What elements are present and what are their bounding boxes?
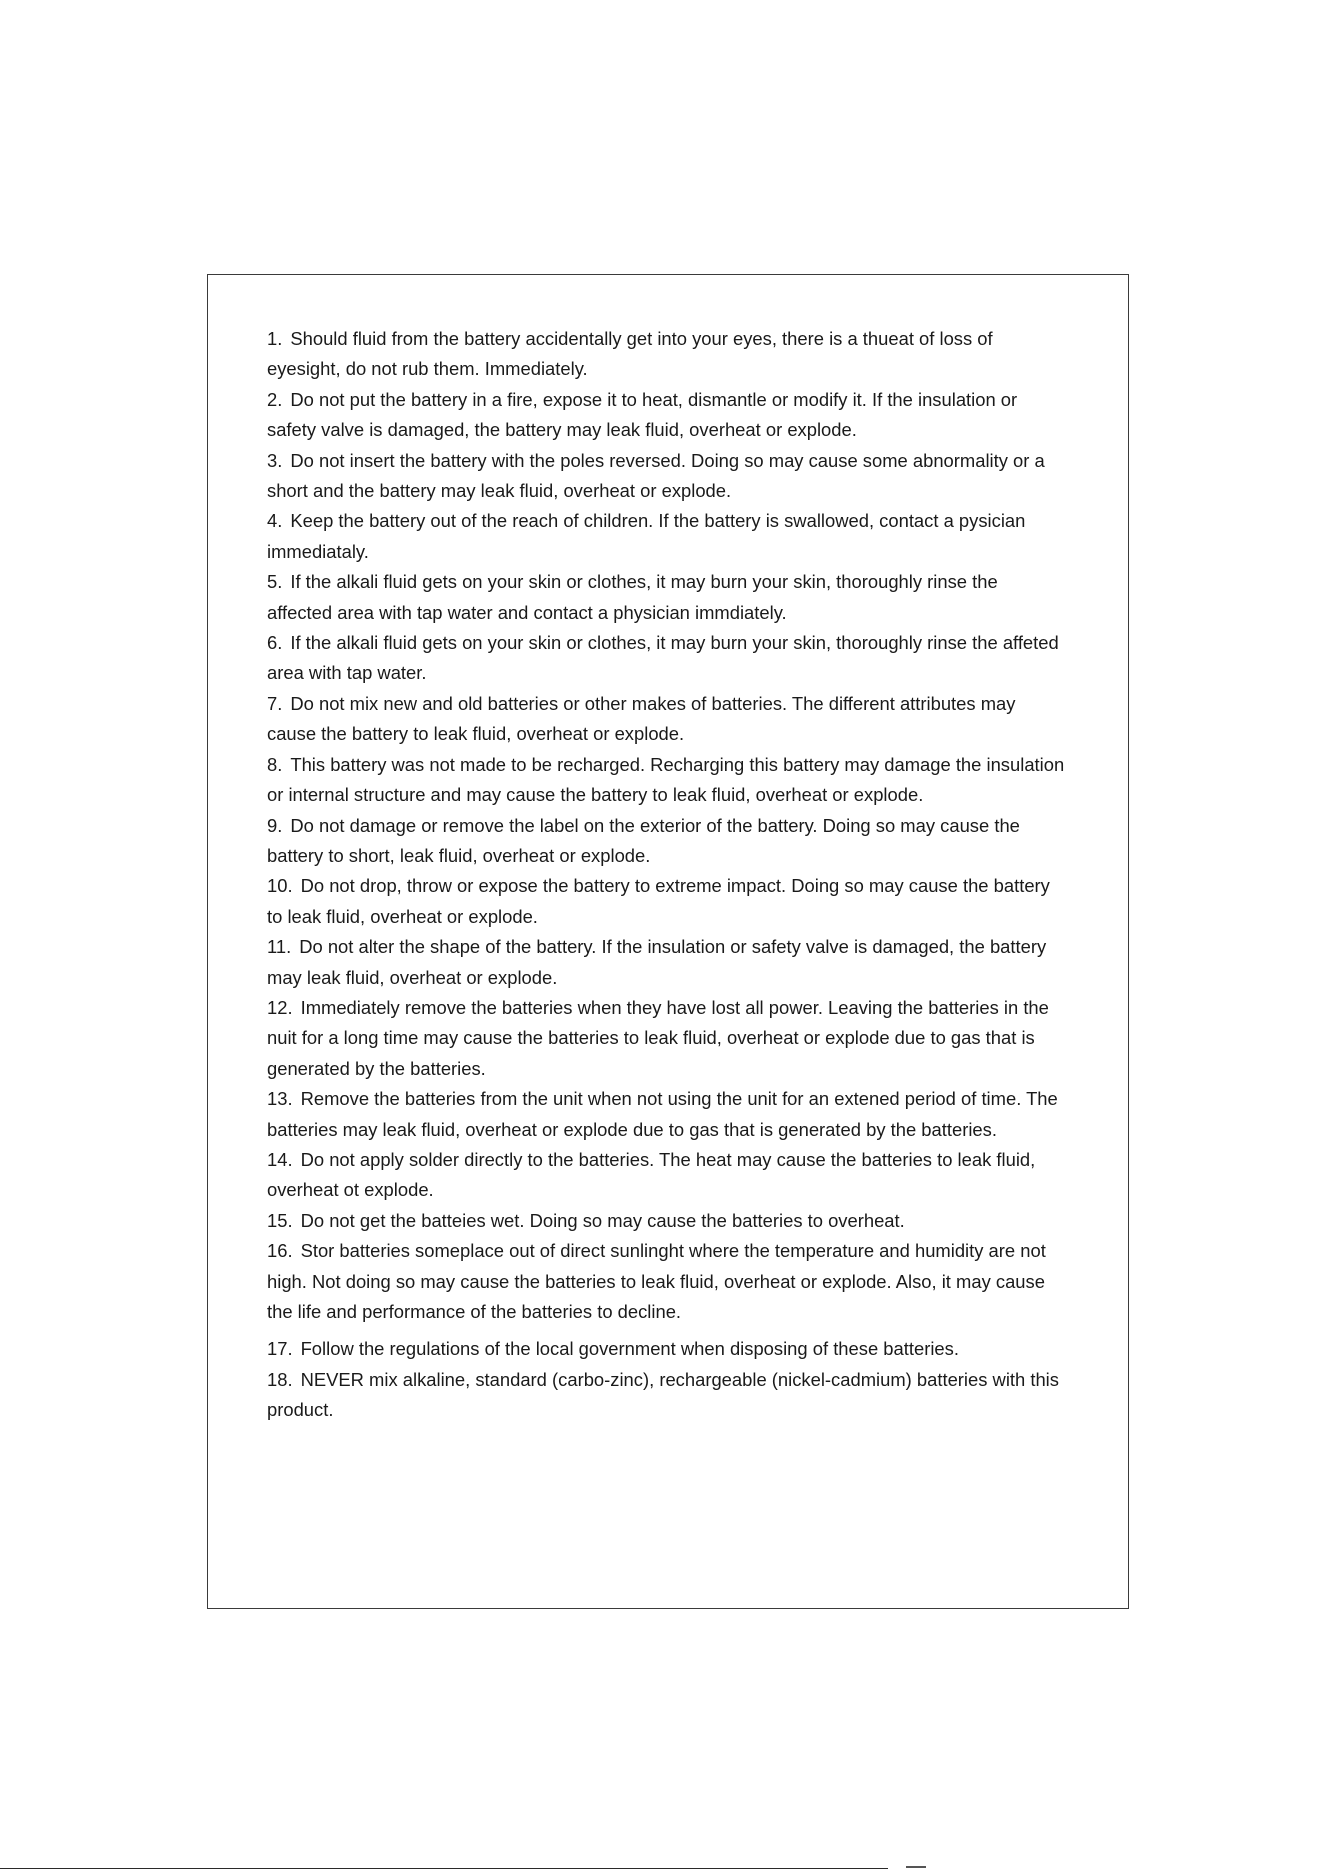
item-number: 18. xyxy=(267,1368,293,1390)
item-number: 5. xyxy=(267,571,283,593)
item-text: This battery was not made to be recharged. Recharging this battery may damage the insulation or internal structure and may cause the battery to leak fluid, overheat or explode. xyxy=(267,753,1065,806)
item-text: If the alkali fluid gets on your skin or clothes, it may burn your skin, thoroughly rinse the affected area with tap water and contact a physician immdiately. xyxy=(267,571,998,623)
list-item xyxy=(267,1334,1067,1364)
bottom-edge-mark xyxy=(906,1866,926,1868)
item-text: Should fluid from the battery accidentally get into your eyes, there is a thueat of loss of eyesight, do not rub them. Immediately. xyxy=(267,328,993,380)
list-item xyxy=(267,1236,1067,1327)
list-item xyxy=(267,750,1067,811)
item-number: 14. xyxy=(267,1148,293,1170)
list-item xyxy=(267,1084,1067,1145)
item-text: Do not mix new and old batteries or other makes of batteries. The different attributes may cause the battery to leak fluid, overheat or explode. xyxy=(267,692,1016,745)
list-item xyxy=(267,385,1067,446)
item-number: 16. xyxy=(267,1240,293,1262)
item-number: 11. xyxy=(267,936,292,958)
item-text: Follow the regulations of the local government when disposing of these batteries. xyxy=(300,1338,959,1360)
list-item xyxy=(267,628,1067,689)
list-item xyxy=(267,993,1067,1084)
item-number: 7. xyxy=(267,692,283,714)
item-text: Do not alter the shape of the battery. If the insulation or safety valve is damaged, the battery may leak fluid, overheat or explode. xyxy=(267,936,1047,988)
list-item xyxy=(267,811,1067,872)
item-text: If the alkali fluid gets on your skin or clothes, it may burn your skin, thoroughly rinse the affeted area with tap water. xyxy=(267,632,1059,684)
item-text: Do not get the batteies wet. Doing so may cause the batteries to overheat. xyxy=(300,1209,905,1231)
item-number: 1. xyxy=(267,328,283,349)
list-item xyxy=(267,567,1067,628)
item-number: 3. xyxy=(267,449,283,471)
item-number: 17. xyxy=(267,1338,293,1360)
list-item xyxy=(267,932,1067,993)
list-item xyxy=(267,1365,1067,1426)
item-text: Immediately remove the batteries when they have lost all power. Leaving the batteries in the nuit for a long time may cause the batteries to leak fluid, overheat or explode due to gas that is generated by the batteries. xyxy=(267,996,1049,1079)
item-text: Remove the batteries from the unit when not using the unit for an extened period of time. The batteries may leak fluid, overheat or explode due to gas that is generated by the batteries. xyxy=(267,1088,1058,1140)
bottom-rule xyxy=(0,1868,888,1869)
item-number: 4. xyxy=(267,510,283,532)
item-text: Keep the battery out of the reach of children. If the battery is swallowed, contact a pysician immediataly. xyxy=(267,510,1026,562)
item-text: Do not insert the battery with the poles reversed. Doing so may cause some abnormality or a short and the battery may leak fluid, overheat or explode. xyxy=(267,449,1045,502)
item-number: 8. xyxy=(267,753,283,775)
item-number: 2. xyxy=(267,388,283,410)
item-text: Stor batteries someplace out of direct sunlinght where the temperature and humidity are not high. Not doing so may cause the batteries to leak fluid, overheat or explode. Also, it may cause the life and performance of the batteries to decline. xyxy=(267,1240,1046,1322)
item-text: Do not apply solder directly to the batteries. The heat may cause the batteries to leak fluid, overheat ot explode. xyxy=(267,1148,1036,1201)
item-text: Do not drop, throw or expose the battery to extreme impact. Doing so may cause the battery to leak fluid, overheat or explode. xyxy=(267,875,1050,927)
item-number: 9. xyxy=(267,814,283,836)
list-item xyxy=(267,1206,1067,1236)
list-item xyxy=(267,1145,1067,1206)
item-text: Do not damage or remove the label on the exterior of the battery. Doing so may cause the battery to short, leak fluid, overheat or explode. xyxy=(267,814,1020,866)
list-item xyxy=(267,689,1067,750)
item-number: 12. xyxy=(267,996,293,1018)
list-item xyxy=(267,871,1067,932)
list-item xyxy=(267,506,1067,567)
battery-warnings-list xyxy=(267,324,1067,1426)
item-number: 13. xyxy=(267,1088,293,1110)
item-text: Do not put the battery in a fire, expose it to heat, dismantle or modify it. If the insulation or safety valve is damaged, the battery may leak fluid, overheat or explode. xyxy=(267,388,1018,441)
list-item xyxy=(267,446,1067,507)
item-number: 6. xyxy=(267,632,283,654)
item-text: NEVER mix alkaline, standard (carbo-zinc), rechargeable (nickel-cadmium) batteries with this product. xyxy=(267,1368,1059,1421)
item-number: 15. xyxy=(267,1209,293,1231)
list-item xyxy=(267,324,1067,385)
item-number: 10. xyxy=(267,875,293,897)
